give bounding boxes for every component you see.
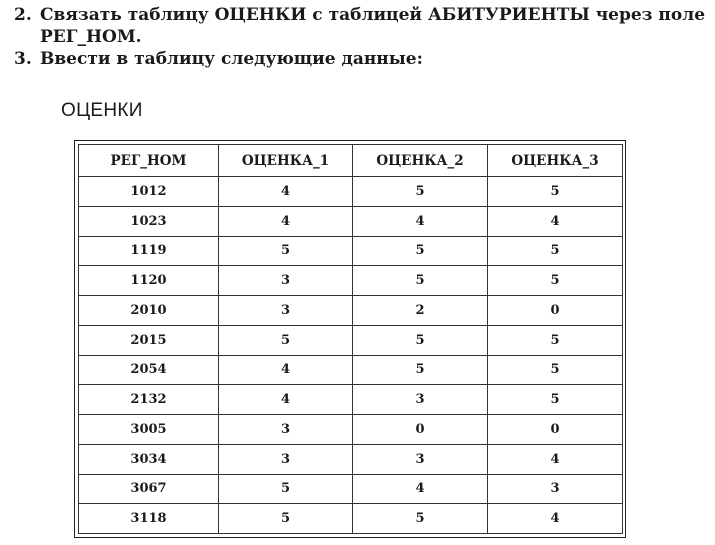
cell-grade-3: 5 — [488, 325, 623, 355]
instruction-text: Связать таблицу ОЦЕНКИ с таблицей АБИТУРИЕНТЫ через поле РЕГ_НОМ. — [40, 5, 706, 47]
cell-grade-1: 5 — [219, 325, 353, 355]
cell-grade-3: 4 — [488, 206, 623, 236]
cell-reg-nom: 3067 — [79, 474, 219, 504]
cell-grade-2: 5 — [353, 177, 488, 207]
cell-reg-nom: 1119 — [79, 236, 219, 266]
cell-reg-nom: 3005 — [79, 415, 219, 445]
cell-grade-1: 4 — [219, 177, 353, 207]
column-header-grade-2: ОЦЕНКА_2 — [353, 145, 488, 177]
cell-reg-nom: 3118 — [79, 504, 219, 534]
table-row — [79, 296, 623, 326]
table-row — [79, 206, 623, 236]
cell-grade-1: 4 — [219, 206, 353, 236]
table-row — [79, 177, 623, 207]
table-row — [79, 385, 623, 415]
cell-grade-1: 3 — [219, 296, 353, 326]
cell-grade-2: 0 — [353, 415, 488, 445]
cell-grade-1: 4 — [219, 355, 353, 385]
cell-grade-2: 3 — [353, 385, 488, 415]
cell-grade-2: 5 — [353, 266, 488, 296]
table-header-row — [79, 145, 623, 177]
table-title: ОЦЕНКИ — [61, 100, 143, 121]
table-row — [79, 355, 623, 385]
instruction-number: 3. — [14, 49, 32, 69]
table-frame — [74, 140, 626, 538]
instructions-list — [14, 4, 714, 70]
cell-grade-2: 4 — [353, 206, 488, 236]
cell-grade-2: 5 — [353, 355, 488, 385]
cell-grade-2: 3 — [353, 444, 488, 474]
cell-grade-3: 0 — [488, 296, 623, 326]
table-row — [79, 415, 623, 445]
cell-grade-3: 5 — [488, 385, 623, 415]
column-header-reg-nom: РЕГ_НОМ — [79, 145, 219, 177]
instruction-item-3 — [14, 48, 714, 70]
cell-grade-1: 3 — [219, 444, 353, 474]
table-row — [79, 444, 623, 474]
table-row — [79, 504, 623, 534]
cell-reg-nom: 2132 — [79, 385, 219, 415]
cell-grade-2: 4 — [353, 474, 488, 504]
cell-grade-3: 4 — [488, 444, 623, 474]
cell-grade-1: 3 — [219, 266, 353, 296]
column-header-grade-1: ОЦЕНКА_1 — [219, 145, 353, 177]
cell-grade-3: 5 — [488, 355, 623, 385]
cell-reg-nom: 1023 — [79, 206, 219, 236]
instruction-number: 2. — [14, 5, 32, 25]
cell-reg-nom: 2054 — [79, 355, 219, 385]
cell-reg-nom: 2010 — [79, 296, 219, 326]
cell-grade-1: 3 — [219, 415, 353, 445]
cell-reg-nom: 1120 — [79, 266, 219, 296]
cell-grade-1: 5 — [219, 504, 353, 534]
cell-grade-1: 4 — [219, 385, 353, 415]
cell-grade-3: 5 — [488, 266, 623, 296]
cell-grade-3: 4 — [488, 504, 623, 534]
table-row — [79, 266, 623, 296]
instruction-text: Ввести в таблицу следующие данные: — [40, 49, 423, 69]
cell-grade-3: 0 — [488, 415, 623, 445]
cell-grade-2: 5 — [353, 325, 488, 355]
grades-table — [78, 144, 623, 534]
column-header-grade-3: ОЦЕНКА_3 — [488, 145, 623, 177]
cell-reg-nom: 2015 — [79, 325, 219, 355]
cell-grade-3: 5 — [488, 177, 623, 207]
instruction-item-2 — [14, 4, 714, 48]
cell-reg-nom: 3034 — [79, 444, 219, 474]
cell-grade-2: 2 — [353, 296, 488, 326]
cell-grade-1: 5 — [219, 236, 353, 266]
table-row — [79, 474, 623, 504]
table-row — [79, 325, 623, 355]
cell-grade-1: 5 — [219, 474, 353, 504]
cell-grade-3: 3 — [488, 474, 623, 504]
cell-reg-nom: 1012 — [79, 177, 219, 207]
cell-grade-2: 5 — [353, 236, 488, 266]
table-row — [79, 236, 623, 266]
cell-grade-3: 5 — [488, 236, 623, 266]
table-body — [79, 177, 623, 534]
cell-grade-2: 5 — [353, 504, 488, 534]
